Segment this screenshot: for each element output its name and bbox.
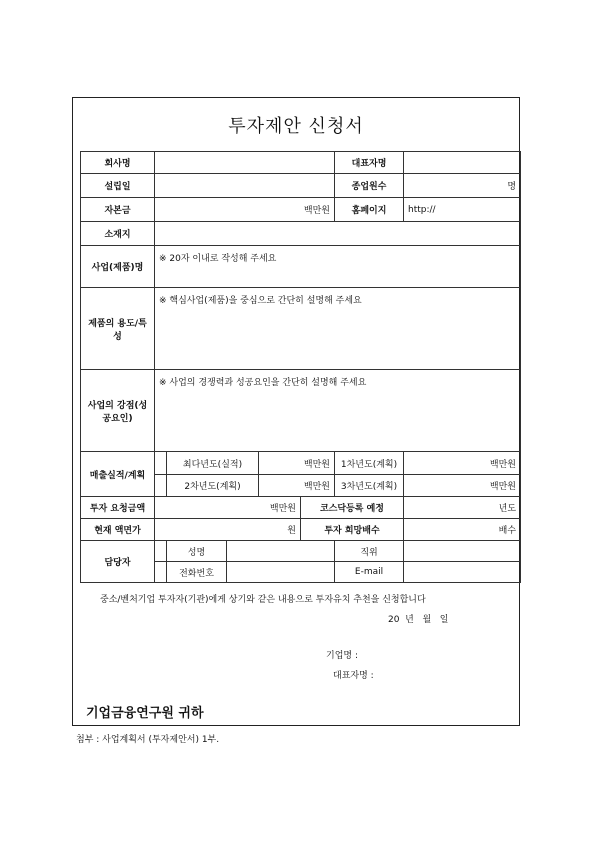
- label-manager-phone: 전화번호: [167, 562, 227, 583]
- field-sales-year1-unit[interactable]: 백만원: [404, 452, 521, 475]
- field-business-hint[interactable]: ※ 20자 이내로 작성해 주세요: [155, 246, 521, 288]
- field-established[interactable]: [155, 174, 335, 198]
- label-product-use: 제품의 용도/특성: [81, 288, 155, 370]
- label-kosdaq: 코스닥등록 예정: [301, 497, 404, 519]
- label-face-value: 현재 액면가: [81, 519, 155, 541]
- form-title: 투자제안 신청서: [228, 116, 364, 137]
- label-sales-year1: 1차년도(계획): [335, 452, 404, 475]
- recipient-org: 기업금융연구원 귀하: [86, 706, 204, 721]
- row-established: [81, 174, 521, 198]
- field-kosdaq-unit[interactable]: 년도: [404, 497, 521, 519]
- label-address: 소재지: [81, 222, 155, 246]
- attachment-note: 첨부 : 사업계획서 (투자제안서) 1부.: [76, 735, 220, 745]
- field-capital-unit[interactable]: 백만원: [155, 198, 335, 222]
- row-sales-1: [81, 452, 521, 475]
- field-sales-recent-unit[interactable]: 백만원: [259, 452, 335, 475]
- sales-spacer-2: [155, 475, 167, 497]
- label-sales-year2: 2차년도(계획): [167, 475, 259, 497]
- label-homepage: 홈페이지: [335, 198, 404, 222]
- label-strength: 사업의 강점(성공요인): [81, 370, 155, 452]
- application-table: [80, 151, 521, 583]
- label-established: 설립일: [81, 174, 155, 198]
- field-ceo-name[interactable]: [404, 152, 521, 174]
- manager-spacer-2: [155, 562, 167, 583]
- sales-spacer: [155, 452, 167, 475]
- label-invest-amount: 투자 요청금액: [81, 497, 155, 519]
- row-strength: [81, 370, 521, 452]
- row-business: [81, 246, 521, 288]
- statement-text: 중소/벤처기업 투자자(기관)에게 상기와 같은 내용으로 투자유치 추천을 신청합니다: [100, 595, 426, 605]
- label-multiple: 투자 희망배수: [301, 519, 404, 541]
- company-sign-label: 기업명 :: [326, 651, 358, 661]
- field-face-value-unit[interactable]: 원: [155, 519, 301, 541]
- label-sales-recent: 최다년도(실적): [167, 452, 259, 475]
- date-line[interactable]: 20 년 월 일: [388, 615, 449, 625]
- field-sales-year3-unit[interactable]: 백만원: [404, 475, 521, 497]
- field-homepage[interactable]: http://: [404, 198, 521, 222]
- field-sales-year2-unit[interactable]: 백만원: [259, 475, 335, 497]
- row-invest: [81, 497, 521, 519]
- label-sales-year3: 3차년도(계획): [335, 475, 404, 497]
- ceo-sign-label: 대표자명 :: [333, 671, 374, 681]
- row-address: [81, 222, 521, 246]
- label-manager: 담당자: [81, 541, 155, 583]
- label-capital: 자본금: [81, 198, 155, 222]
- label-manager-name: 성명: [167, 541, 227, 562]
- manager-spacer: [155, 541, 167, 562]
- row-capital: [81, 198, 521, 222]
- field-invest-amount-unit[interactable]: 백만원: [155, 497, 301, 519]
- field-address[interactable]: [155, 222, 521, 246]
- field-manager-position[interactable]: [404, 541, 521, 562]
- field-manager-name[interactable]: [227, 541, 335, 562]
- field-manager-email[interactable]: [404, 562, 521, 583]
- label-manager-email: E-mail: [335, 562, 404, 583]
- field-employees-unit[interactable]: 명: [404, 174, 521, 198]
- label-sales: 매출실적/계획: [81, 452, 155, 497]
- field-strength-hint[interactable]: ※ 사업의 경쟁력과 성공요인을 간단히 설명해 주세요: [155, 370, 521, 452]
- label-manager-position: 직위: [335, 541, 404, 562]
- field-product-use-hint[interactable]: ※ 핵심사업(제품)을 중심으로 간단히 설명해 주세요: [155, 288, 521, 370]
- row-company: [81, 152, 521, 174]
- label-employees: 종업원수: [335, 174, 404, 198]
- field-multiple-unit[interactable]: 배수: [404, 519, 521, 541]
- label-business: 사업(제품)명: [81, 246, 155, 288]
- row-manager-1: [81, 541, 521, 562]
- field-company-name[interactable]: [155, 152, 335, 174]
- row-product-use: [81, 288, 521, 370]
- label-ceo-name: 대표자명: [335, 152, 404, 174]
- field-manager-phone[interactable]: [227, 562, 335, 583]
- label-company-name: 회사명: [81, 152, 155, 174]
- row-face-value: [81, 519, 521, 541]
